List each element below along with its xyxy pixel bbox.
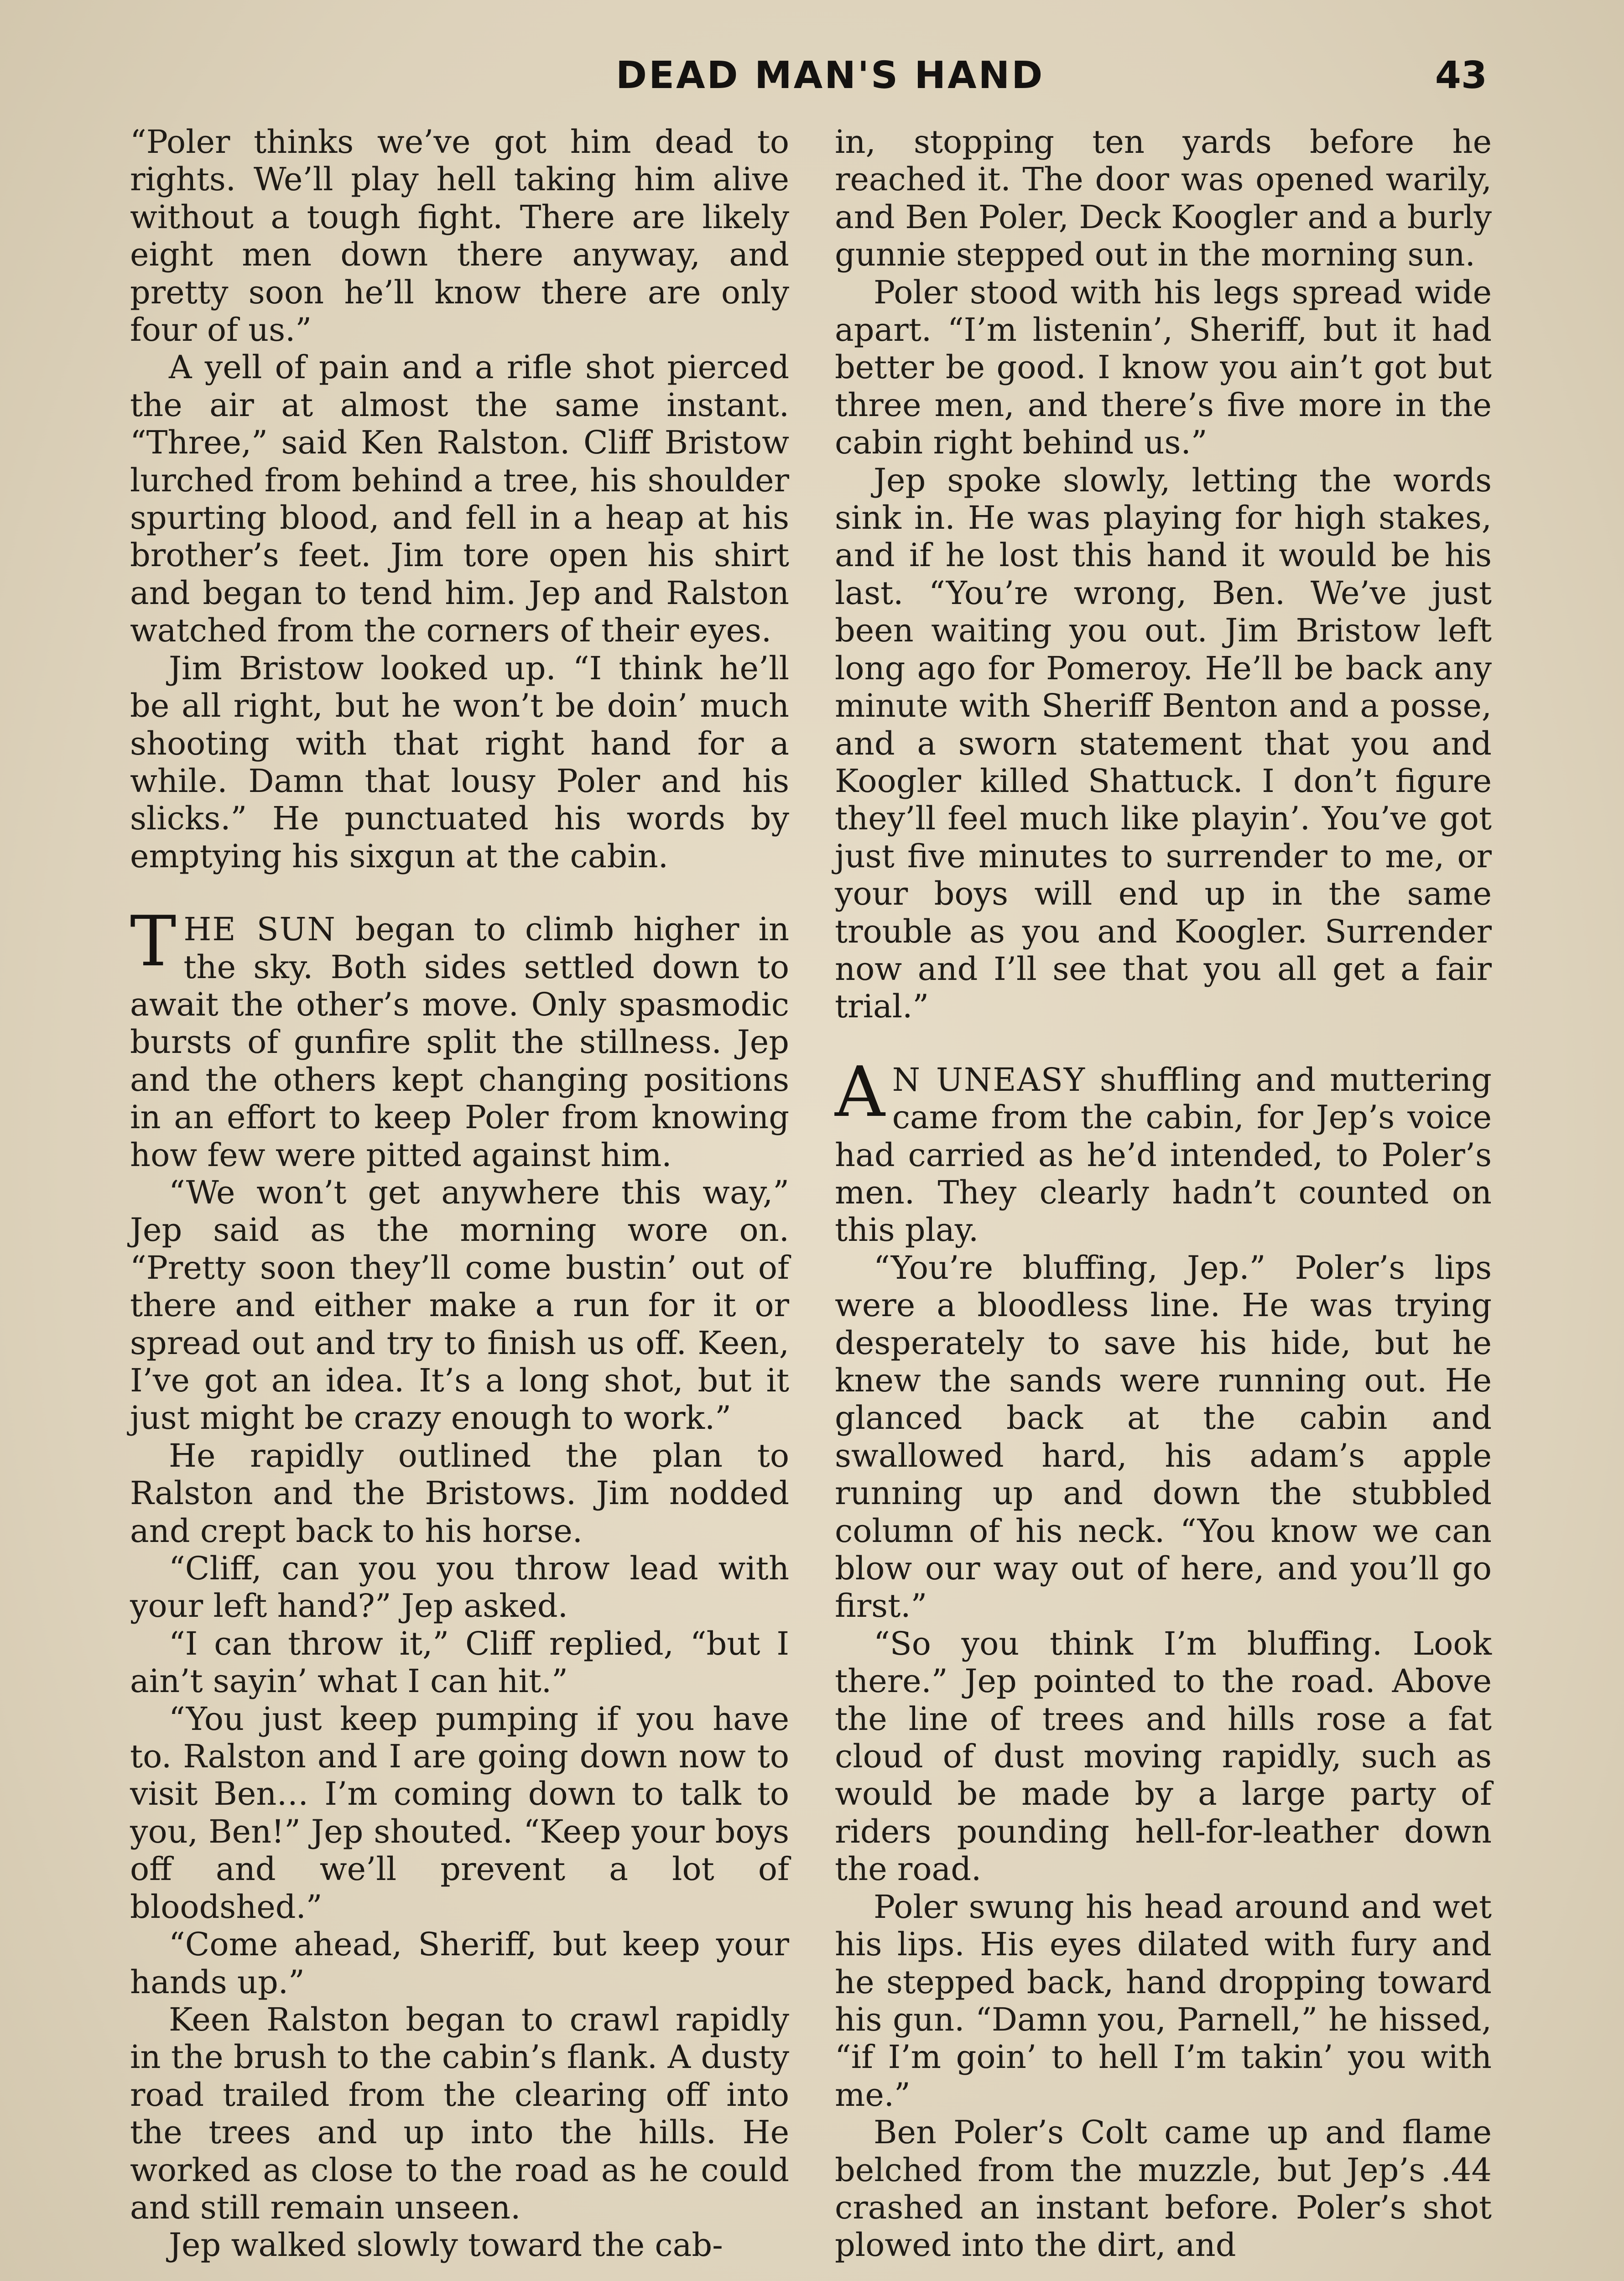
paragraph: “I can throw it,” Cliff replied, “but I ain’t sayin’ what I can hit.” bbox=[130, 1625, 789, 1700]
paragraph: “You just keep pumping if you have to. Ralston and I are going down now to visit Ben… I’m coming down to talk to you, Ben!” Jep shouted. “Keep your boys off and we’ll prevent a lot of bloodshed.” bbox=[130, 1700, 789, 1926]
paragraph-text: began to climb higher in the sky. Both sides settled down to await the other’s move. Only spasmodic bursts of gunfire split the stillness. Jep and the others kept changing positions in an effort to keep Poler from knowing how few were pitted against him. bbox=[130, 911, 790, 1174]
running-title: DEAD MAN'S HAND bbox=[616, 54, 1045, 97]
paragraph: in, stopping ten yards before he reached it. The door was opened warily, and Ben Poler, Deck Koogler and a burly gunnie stepped out in the morning sun. bbox=[835, 123, 1492, 274]
paragraph: “Cliff, can you you throw lead with your left hand?” Jep asked. bbox=[130, 1550, 789, 1625]
paragraph: “Poler thinks we’ve got him dead to rights. We’ll play hell taking him alive without a tough fight. There are likely eight men down there anyway, and pretty soon he’ll know there are only four of us.” bbox=[130, 123, 789, 349]
paragraph: Jim Bristow looked up. “I think he’ll be all right, but he won’t be doin’ much shooting with that right hand for a while. Damn that lousy Poler and his slicks.” He punctuated his words by emptying his sixgun at the cabin. bbox=[130, 649, 789, 875]
paragraph: A yell of pain and a rifle shot pierced the air at almost the same instant. “Three,” said Ken Ralston. Cliff Bristow lurched from behind a tree, his shoulder spurting blood, and fell in a heap at his brother’s feet. Jim tore open his shirt and began to tend him. Jep and Ralston watched from the corners of their eyes. bbox=[130, 349, 789, 650]
paragraph: Jep spoke slowly, letting the words sink in. He was playing for high stakes, and if he lost this hand it would be his last. “You’re wrong, Ben. We’ve just been waiting you out. Jim Bristow left long ago for Pomeroy. He’ll be back any minute with Sheriff Benton and a posse, and a sworn statement that you and Koogler killed Shattuck. I don’t figure they’ll feel much like playin’. You’ve got just five minutes to surrender to me, or your boys will end up in the same trouble as you and Koogler. Surrender now and I’ll see that you all get a fair trial.” bbox=[835, 461, 1492, 1026]
paragraph: “We won’t get anywhere this way,” Jep said as the morning wore on. “Pretty soon they’ll come bustin’ out of there and either make a run for it or spread out and try to finish us off. Keen, I’ve got an idea. It’s a long shot, but it just might be crazy enough to work.” bbox=[130, 1173, 789, 1437]
paragraph: Poler swung his head around and wet his lips. His eyes dilated with fury and he stepped back, hand dropping toward his gun. “Damn you, Parnell,” he hissed, “if I’m goin’ to hell I’m takin’ you with me.” bbox=[835, 1888, 1492, 2114]
left-column bbox=[130, 123, 789, 2264]
paragraph: Jep walked slowly toward the cab- bbox=[169, 2226, 723, 2264]
paragraph: “So you think I’m bluffing. Look there.” Jep pointed to the road. Above the line of trees and hills rose a fat cloud of dust moving rapidly, such as would be made by a large party of riders pounding hell-for-leather down the road. bbox=[835, 1625, 1492, 1888]
section-opening-paragraph bbox=[835, 1051, 1492, 1249]
lead-in: N UNEASY bbox=[892, 1061, 1086, 1099]
paragraph: “Come ahead, Sheriff, but keep your hands up.” bbox=[130, 1926, 789, 2001]
paragraph: “You’re bluffing, Jep.” Poler’s lips were a bloodless line. He was trying desperately to save his hide, but he knew the sands were running out. He glanced back at the cabin and swallowed hard, his adam’s apple running up and down the stubbled column of his neck. “You know we can blow our way out of here, and you’ll go first.” bbox=[835, 1249, 1492, 1625]
paragraph: Poler stood with his legs spread wide apart. “I’m listenin’, Sheriff, but it had better be good. I know you ain’t got but three men, and there’s five more in the cabin right behind us.” bbox=[835, 273, 1492, 462]
section-opening-paragraph bbox=[130, 901, 790, 1174]
drop-cap: A bbox=[835, 1051, 885, 1132]
paragraph: He rapidly outlined the plan to Ralston and the Bristows. Jim nodded and crept back to his horse. bbox=[130, 1437, 789, 1550]
paragraph: Ben Poler’s Colt came up and flame belched from the muzzle, but Jep’s .44 crashed an instant before. Poler’s shot plowed into the dirt, and bbox=[835, 2114, 1492, 2264]
right-column bbox=[835, 123, 1492, 2264]
paragraph-text: shuffling and muttering came from the cabin, for Jep’s voice had carried as he’d intended, to Poler’s men. They clearly hadn’t counted on this play. bbox=[835, 1061, 1492, 1249]
page-number: 43 bbox=[1435, 54, 1487, 97]
paragraph: Keen Ralston began to crawl rapidly in the brush to the cabin’s flank. A dusty road trailed from the clearing off into the trees and up into the hills. He worked as close to the road as he could and still remain unseen. bbox=[130, 2000, 789, 2226]
drop-cap: T bbox=[130, 901, 177, 982]
lead-in: HE SUN bbox=[183, 911, 336, 948]
page-header bbox=[0, 54, 1624, 104]
